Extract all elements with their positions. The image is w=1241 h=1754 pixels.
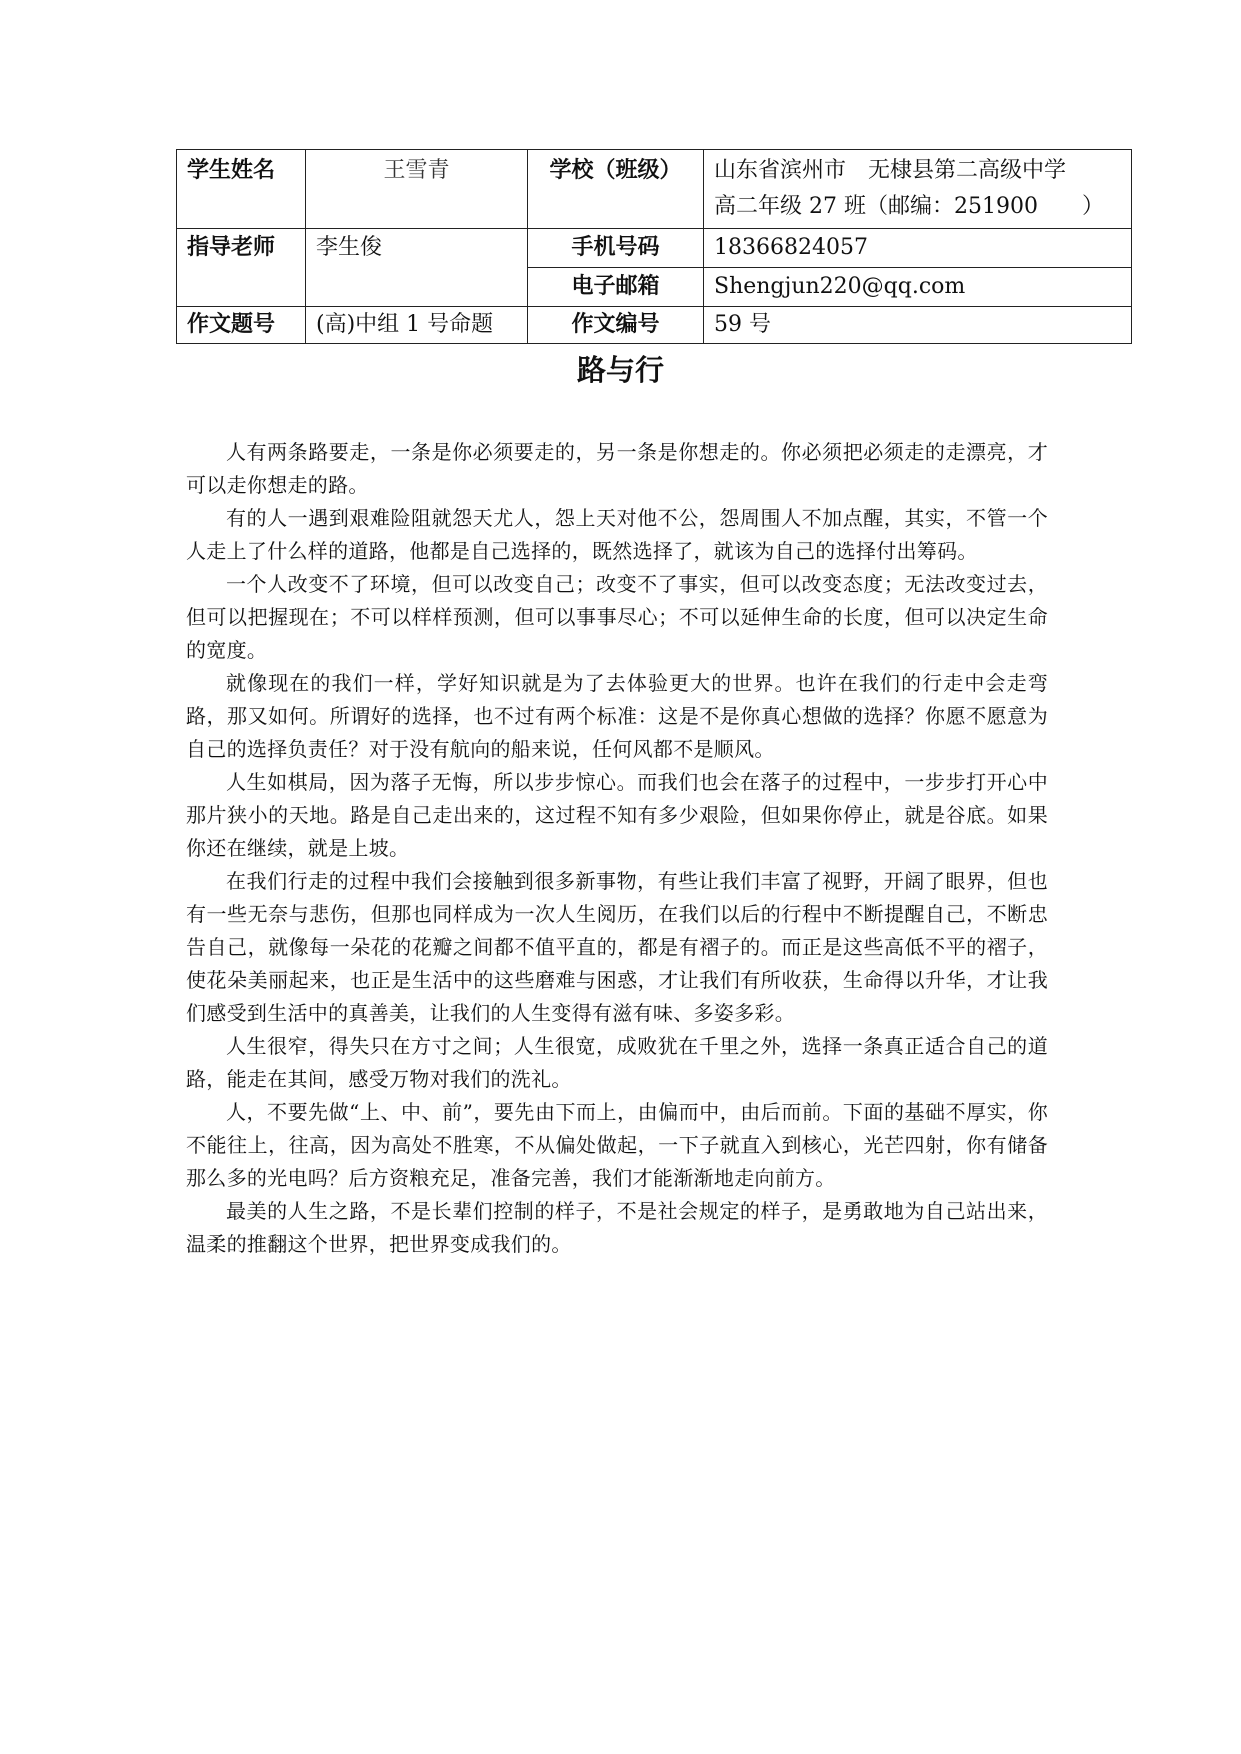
student-info-table xyxy=(176,149,1132,344)
essay-paragraph: 人有两条路要走，一条是你必须要走的，另一条是你想走的。你必须把必须走的走漂亮，才可以走你想走的路。 xyxy=(186,440,1048,497)
school-label: 学校（班级） xyxy=(528,150,704,229)
essay-paragraph: 就像现在的我们一样，学好知识就是为了去体验更大的世界。也许在我们的行走中会走弯路，那又如何。所谓好的选择，也不过有两个标准：这是不是你真心想做的选择？你愿不愿意为自己的选择负责任？对于没有航向的船来说，任何风都不是顺风。 xyxy=(186,671,1048,761)
info-row-student xyxy=(177,150,1132,229)
essay-paragraph: 人生如棋局，因为落子无悔，所以步步惊心。而我们也会在落子的过程中，一步步打开心中那片狭小的天地。路是自己走出来的，这过程不知有多少艰险，但如果你停止，就是谷底。如果你还在继续，就是上坡。 xyxy=(186,770,1048,860)
essay-title: 路与行 xyxy=(576,353,664,387)
school-line-2: 高二年级 27 班（邮编：251900 ） xyxy=(714,194,1104,219)
essay-paragraph: 人，不要先做“上、中、前”，要先由下而上，由偏而中，由后而前。下面的基础不厚实，你不能往上，往高，因为高处不胜寒，不从偏处做起，一下子就直入到核心，光芒四射，你有储备那么多的光电吗？后方资粮充足，准备完善，我们才能渐渐地走向前方。 xyxy=(186,1100,1048,1190)
info-row-topic xyxy=(177,307,1132,344)
essay-paragraph: 一个人改变不了环境，但可以改变自己；改变不了事实，但可以改变态度；无法改变过去，但可以把握现在；不可以样样预测，但可以事事尽心；不可以延伸生命的长度，但可以决定生命的宽度。 xyxy=(186,572,1048,662)
teacher-name-value: 李生俊 xyxy=(306,229,528,307)
school-line-1: 山东省滨州市 无棣县第二高级中学 xyxy=(714,158,1067,183)
phone-value: 18366824057 xyxy=(704,229,1132,268)
essay-paragraph: 在我们行走的过程中我们会接触到很多新事物，有些让我们丰富了视野，开阔了眼界，但也有一些无奈与悲伤，但那也同样成为一次人生阅历，在我们以后的行程中不断提醒自己，不断忠告自己，就像每一朵花的花瓣之间都不值平直的，都是有褶子的。而正是这些高低不平的褶子，使花朵美丽起来，也正是生活中的这些磨难与困惑，才让我们有所收获，生命得以升华，才让我们感受到生活中的真善美，让我们的人生变得有滋有味、多姿多彩。 xyxy=(186,869,1048,1025)
essay-body xyxy=(186,436,1048,1261)
school-value xyxy=(704,150,1132,229)
phone-label: 手机号码 xyxy=(528,229,704,268)
topic-label: 作文题号 xyxy=(177,307,306,344)
essay-paragraph: 人生很窄，得失只在方寸之间；人生很宽，成败犹在千里之外，选择一条真正适合自己的道路，能走在其间，感受万物对我们的洗礼。 xyxy=(186,1034,1048,1091)
teacher-label: 指导老师 xyxy=(177,229,306,307)
topic-value: (高)中组 1 号命题 xyxy=(306,307,528,344)
essay-paragraph: 最美的人生之路，不是长辈们控制的样子，不是社会规定的样子，是勇敢地为自己站出来，温柔的推翻这个世界，把世界变成我们的。 xyxy=(186,1199,1048,1256)
email-value: Shengjun220@qq.com xyxy=(704,268,1132,307)
student-name-label: 学生姓名 xyxy=(177,150,306,229)
essay-paragraph: 有的人一遇到艰难险阻就怨天尤人，怨上天对他不公，怨周围人不加点醒，其实，不管一个人走上了什么样的道路，他都是自己选择的，既然选择了，就该为自己的选择付出筹码。 xyxy=(186,506,1048,563)
essay-number-value: 59 号 xyxy=(704,307,1132,344)
info-row-teacher xyxy=(177,229,1132,268)
email-label: 电子邮箱 xyxy=(528,268,704,307)
student-name-value: 王雪青 xyxy=(306,150,528,229)
essay-number-label: 作文编号 xyxy=(528,307,704,344)
